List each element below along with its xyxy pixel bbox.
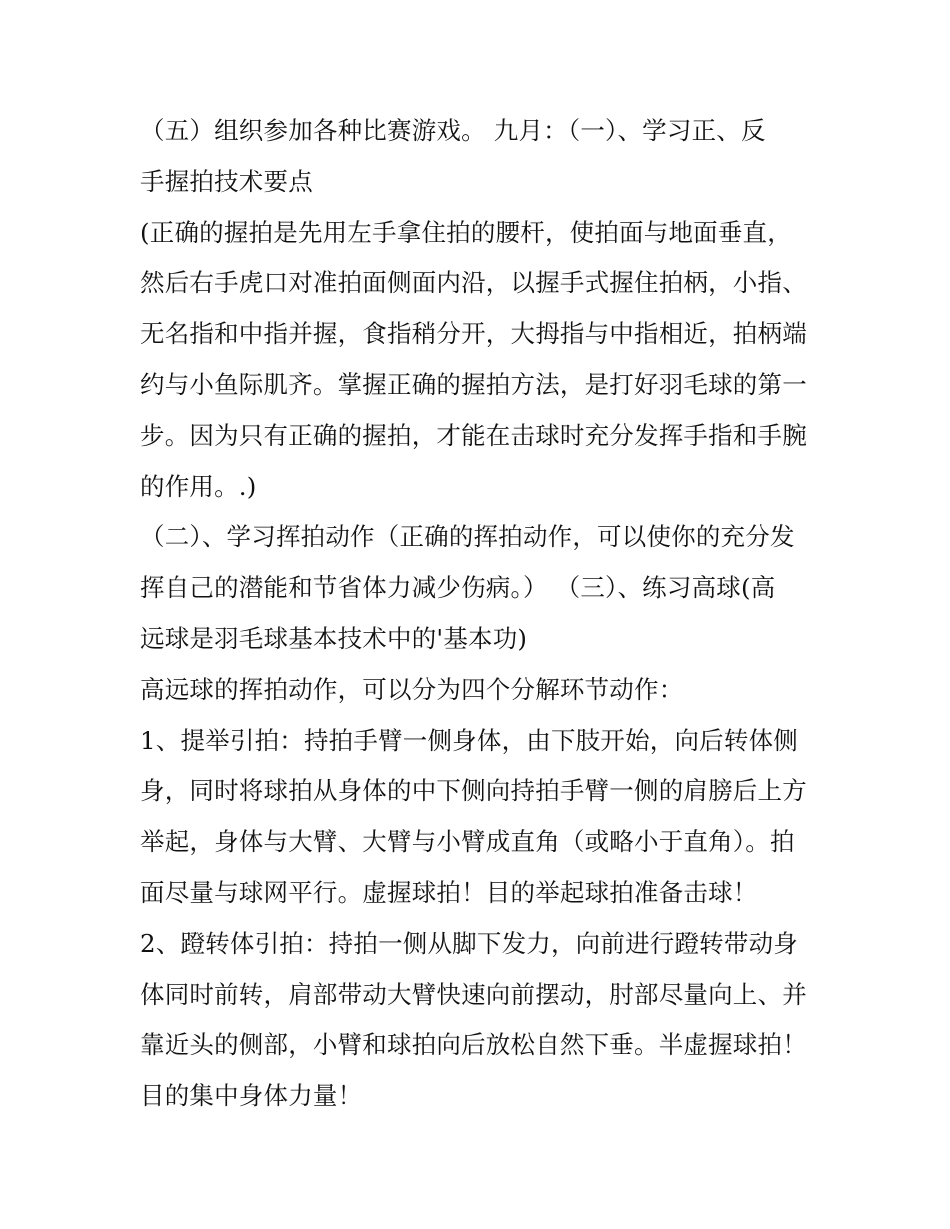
text-line: （二）、学习挥拍动作（正确的挥拍动作，可以使你的充分发 <box>140 522 795 552</box>
text-line: 体同时前转，肩部带动大臂快速向前摆动，肘部尽量向上、并 <box>140 979 807 1009</box>
text-line: 手握拍技术要点 <box>140 166 313 196</box>
text-line: （五）组织参加各种比赛游戏。 九月：（一）、学习正、反 <box>140 116 766 145</box>
text-line: 挥自己的潜能和节省体力减少伤病。） （三）、练习高球(高 <box>140 573 776 603</box>
text-line: 面尽量与球网平行。虚握球拍！目的举起球拍准备击球！ <box>140 877 758 907</box>
text-line: 1、提举引拍：持拍手臂一侧身体，由下肢开始，向后转体侧 <box>140 725 798 755</box>
text-line: 目的集中身体力量！ <box>140 1081 363 1111</box>
text-line: 靠近头的侧部，小臂和球拍向后放松自然下垂。半虚握球拍！ <box>140 1030 807 1060</box>
text-line: (正确的握拍是先用左手拿住拍的腰杆，使拍面与地面垂直， <box>140 217 792 247</box>
text-line: 身，同时将球拍从身体的中下侧向持拍手臂一侧的肩膀后上方 <box>140 776 807 806</box>
text-line: 约与小鱼际肌齐。掌握正确的握拍方法，是打好羽毛球的第一 <box>140 369 807 399</box>
text-line: 举起，身体与大臂、大臂与小臂成直角（或略小于直角）。拍 <box>140 827 795 857</box>
text-line: 无名指和中指并握，食指稍分开，大拇指与中指相近，拍柄端 <box>140 319 807 349</box>
text-line: 高远球的挥拍动作，可以分为四个分解环节动作： <box>140 674 684 704</box>
text-line: 的作用。.) <box>140 471 257 501</box>
text-line: 步。因为只有正确的握拍，才能在击球时充分发挥手指和手腕 <box>140 420 807 450</box>
text-line: 2、蹬转体引拍：持拍一侧从脚下发力，向前进行蹬转带动身 <box>140 928 798 958</box>
body-text <box>140 106 820 1122</box>
text-line: 然后右手虎口对准拍面侧面内沿，以握手式握住拍柄，小指、 <box>140 268 807 298</box>
text-line: 远球是羽毛球基本技术中的'基本功) <box>140 623 528 653</box>
